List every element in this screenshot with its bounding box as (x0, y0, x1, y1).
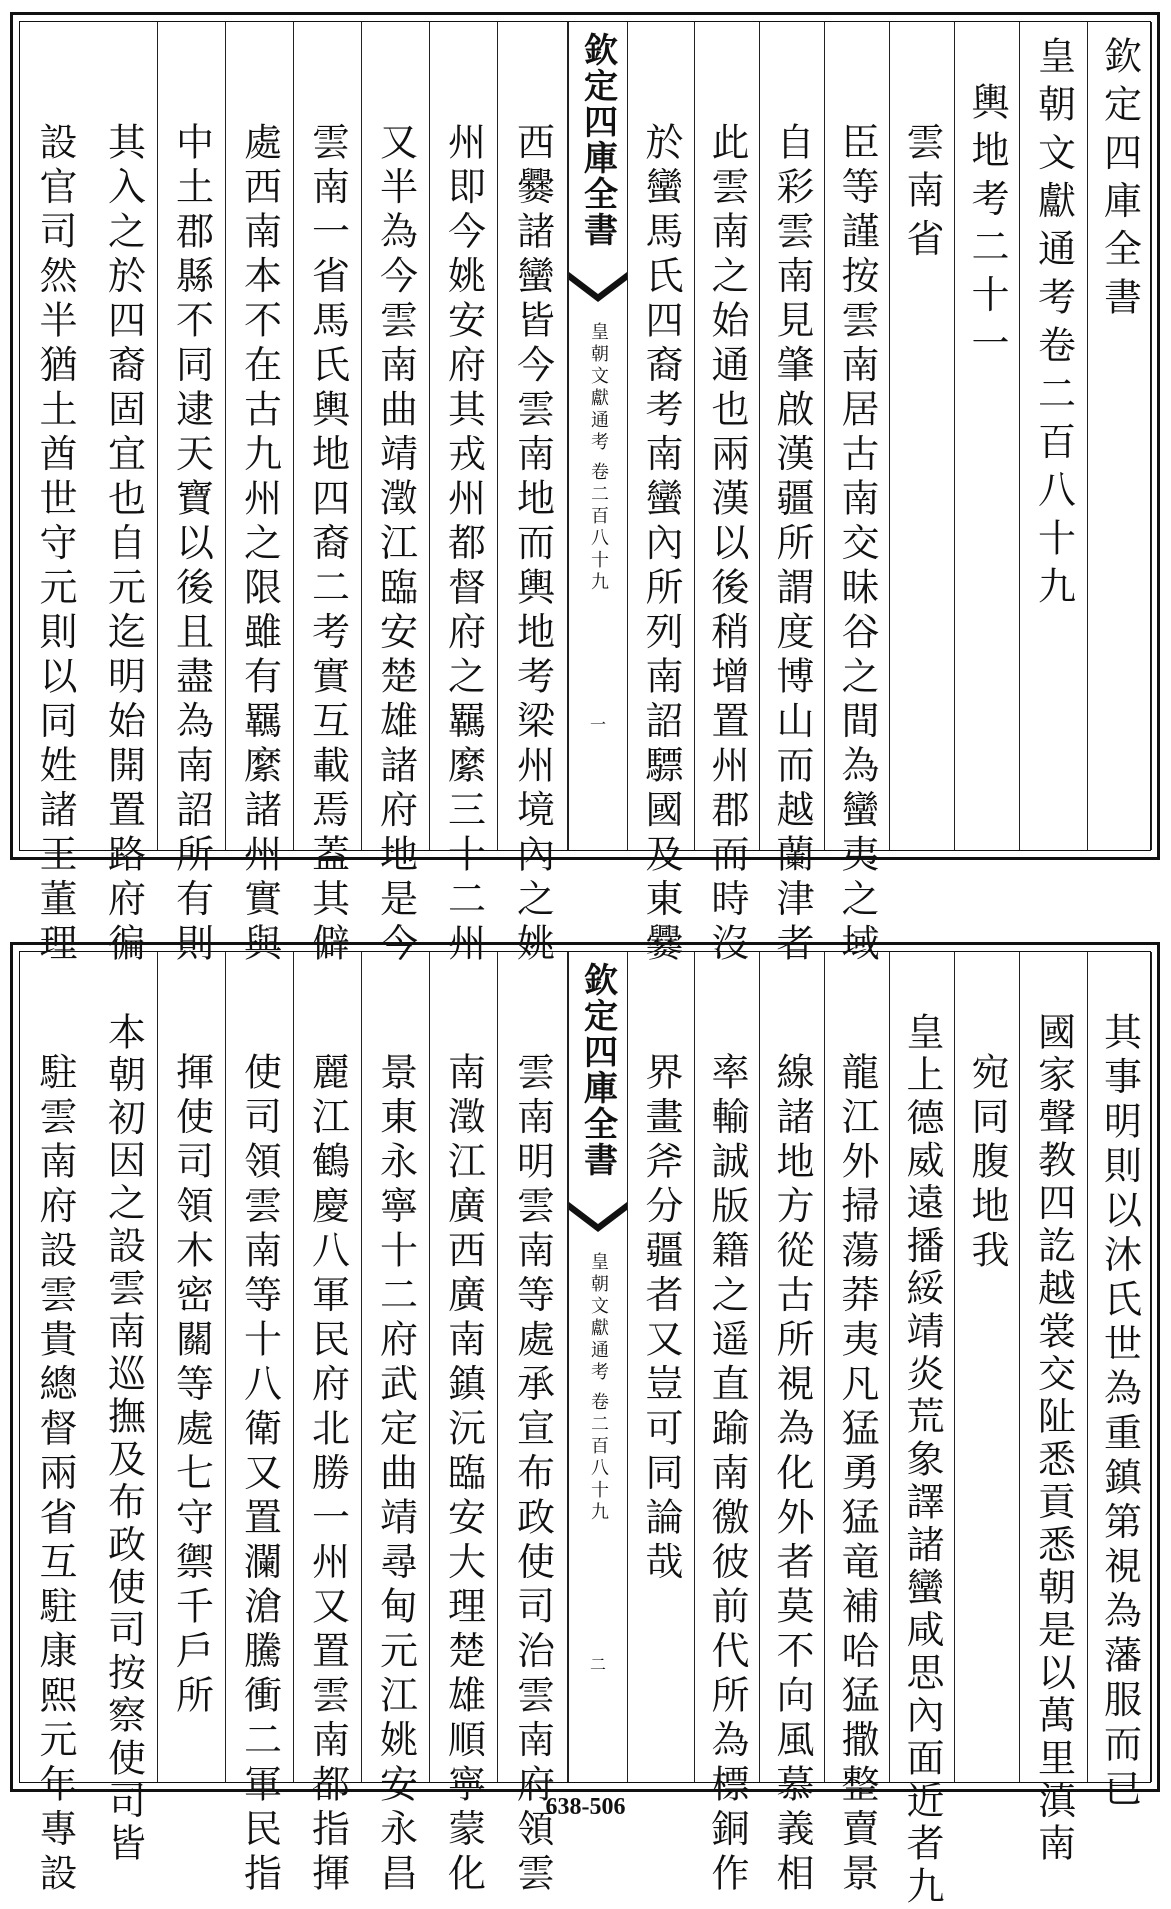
column (955, 952, 1020, 1782)
column (1020, 22, 1088, 850)
column-text: 此雲南之始通也兩漢以後稍增置州郡而時沒 (705, 122, 749, 968)
column (628, 952, 695, 1782)
column-text: 使司領雲南等十八衛又置瀾滄騰衝二軍民指 (237, 1052, 282, 1898)
column (158, 22, 226, 968)
column (20, 952, 90, 1898)
page-top (10, 12, 1160, 968)
column-text: 臣等謹按雲南居古南交昧谷之間為蠻夷之域 (835, 122, 879, 968)
column (158, 952, 226, 1782)
column (498, 952, 568, 1898)
column-text: 雲南明雲南等處承宣布政使司治雲南府領雲 (510, 1052, 555, 1898)
column-text: 線諸地方從古所視為化外者莫不向風慕義相 (770, 1052, 814, 1898)
column-text: 景東永寧十二府武定曲靖尋甸元江姚安永昌 (373, 1052, 418, 1898)
column-text: 處西南本不在古九州之限雖有羈縻諸州實與 (237, 122, 282, 968)
band-book: 皇朝文獻通考 (588, 322, 609, 454)
column (695, 952, 760, 1898)
column (20, 22, 90, 968)
column (890, 952, 955, 1909)
band-folio: 一 (589, 715, 607, 734)
column-text: 宛同腹地我 (965, 1052, 1009, 1275)
band-title: 欽定四庫全書 (577, 32, 618, 248)
column (1088, 952, 1152, 1813)
column-text: 於蠻馬氏四裔考南蠻內所列南詔驃國及東爨 (639, 122, 683, 968)
column-text: 麗江鶴慶八軍民府北勝一州又置雲南都指揮 (305, 1052, 350, 1898)
column-text: 西爨諸蠻皆今雲南地而輿地考梁州境內之姚 (510, 122, 555, 968)
band-volume: 卷二百八十九 (588, 462, 609, 594)
column (90, 952, 158, 1866)
column-text: 本朝初因之設雲南巡撫及布政使司按察使司皆 (101, 1012, 146, 1866)
center-band (568, 22, 628, 850)
column (825, 22, 890, 968)
band-book: 皇朝文獻通考 (588, 1252, 609, 1384)
column (226, 952, 294, 1898)
column-text: 率輸誠版籍之遥直踰南徼彼前代所為標銅作 (705, 1052, 749, 1898)
column-text: 界畫斧分疆者又豈可同論哉 (639, 1052, 683, 1586)
column-text: 其入之於四裔固宜也自元迄明始開置路府徧 (101, 122, 146, 968)
column-text: 南澂江廣西廣南鎮沅臨安大理楚雄順寧蒙化 (441, 1052, 486, 1898)
column (760, 22, 825, 968)
column (825, 952, 890, 1898)
column-text: 皇上德威遠播綏靖炎荒象譯諸蠻咸思內面近者九 (900, 1012, 944, 1909)
column (90, 22, 158, 968)
column (226, 22, 294, 968)
column-text: 自彩雲南見肇啟漢疆所謂度博山而越蘭津者 (770, 122, 814, 968)
column-text: 欽定四庫全書 (1097, 36, 1142, 326)
column-text: 其事明則以沐氏世為重鎮第視為藩服而已 (1097, 1012, 1142, 1813)
column-text: 揮使司領木密關等處七守禦千戶所 (169, 1052, 214, 1720)
column-text: 龍江外掃蕩莽夷凡猛勇猛竜補哈猛撒整賣景 (835, 1052, 879, 1898)
column (695, 22, 760, 968)
column-text: 設官司然半猶土酋世守元則以同姓諸王董理 (33, 122, 77, 968)
band-folio: 二 (589, 1655, 607, 1674)
column-text: 雲南省 (900, 122, 944, 267)
column (1088, 22, 1152, 850)
page-number: 638-506 (545, 1794, 626, 1820)
column-text: 輿地考二十一 (965, 82, 1009, 372)
fishtail-mark (569, 1202, 627, 1232)
column (294, 22, 362, 968)
column-text: 皇朝文獻通考卷二百八十九 (1031, 36, 1076, 615)
column-text: 中土郡縣不同逮天寶以後且盡為南詔所有則 (169, 122, 214, 968)
column-text: 駐雲南府設雲貴總督兩省互駐康熙元年專設 (33, 1052, 77, 1898)
column-text: 雲南一省馬氏輿地四裔二考實互載焉蓋其僻 (305, 122, 350, 968)
center-band (568, 952, 628, 1782)
column (498, 22, 568, 968)
column (430, 952, 498, 1898)
column-text: 又半為今雲南曲靖澂江臨安楚雄諸府地是今 (373, 122, 418, 968)
band-title: 欽定四庫全書 (577, 962, 618, 1178)
column (294, 952, 362, 1898)
column (955, 22, 1020, 850)
column-text: 國家聲教四訖越裳交阯悉貢悉朝是以萬里滇南 (1031, 1012, 1076, 1866)
fishtail-mark (569, 272, 627, 302)
column (362, 952, 430, 1898)
page-top-frame (19, 21, 1151, 968)
column (628, 22, 695, 968)
column-text: 州即今姚安府其戎州都督府之羈縻三十二州 (441, 122, 486, 968)
column (760, 952, 825, 1898)
column (1020, 952, 1088, 1866)
column (362, 22, 430, 968)
band-volume: 卷二百八十九 (588, 1392, 609, 1524)
column (890, 22, 955, 850)
column (430, 22, 498, 968)
